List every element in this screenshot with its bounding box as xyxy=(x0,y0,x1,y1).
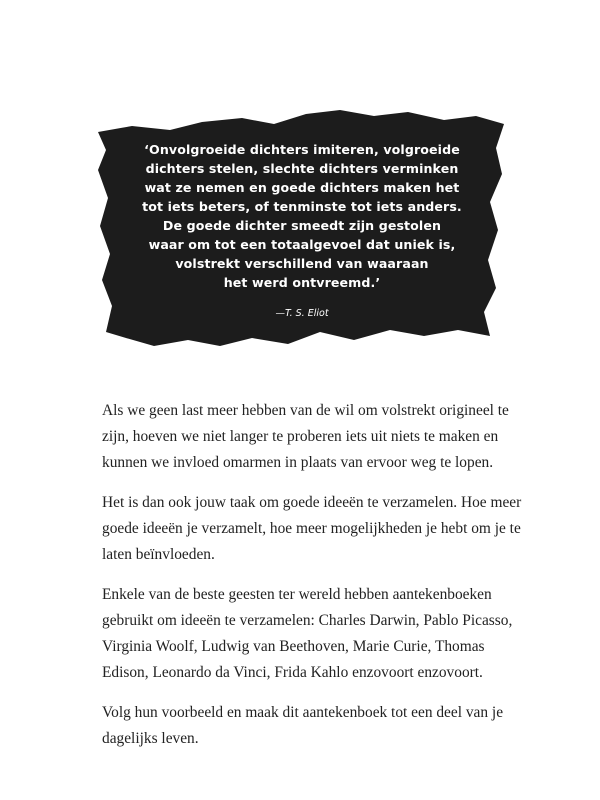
quote-line: dichters stelen, slechte dichters verminken xyxy=(145,161,459,176)
quote-line: volstrekt verschillend van waaraan xyxy=(175,256,429,271)
paragraph-line: dagelijks leven. xyxy=(102,730,199,747)
paragraph-line: zijn, hoeven we niet langer te proberen iets uit niets te maken en xyxy=(102,428,499,445)
quote-line: ‘Onvolgroeide dichters imiteren, volgroeide xyxy=(144,142,460,157)
paragraph-line: Als we geen last meer hebben van de wil om volstrekt origineel te xyxy=(102,402,509,419)
quote-line: tot iets beters, of tenminste tot iets anders. xyxy=(142,199,462,214)
paragraph xyxy=(102,490,522,568)
paragraph-line: Enkele van de beste geesten ter wereld hebben aantekenboeken xyxy=(102,586,492,603)
paragraph-line: Volg hun voorbeeld en maak dit aantekenboek tot een deel van je xyxy=(102,704,504,721)
quote-author: —T. S. Eliot xyxy=(275,308,329,319)
paragraph-line: Het is dan ook jouw taak om goede ideeën te verzamelen. Hoe meer xyxy=(102,494,522,511)
paragraph-line: gebruikt om ideeën te verzamelen: Charles Darwin, Pablo Picasso, xyxy=(102,612,513,629)
paragraph-line: kunnen we invloed omarmen in plaats van ervoor weg te lopen. xyxy=(102,454,494,471)
quote-line: het werd ontvreemd.’ xyxy=(223,275,381,290)
paragraph-line: Virginia Woolf, Ludwig van Beethoven, Marie Curie, Thomas xyxy=(102,638,485,655)
paragraph-line: goede ideeën je verzamelt, hoe meer mogelijkheden je hebt om je te xyxy=(102,520,521,537)
quote-line: wat ze nemen en goede dichters maken het xyxy=(144,180,460,195)
paragraph xyxy=(102,582,522,686)
paragraph xyxy=(102,700,522,752)
quote-block xyxy=(92,104,512,352)
body-text xyxy=(102,398,522,766)
quote-text xyxy=(92,140,512,292)
paragraph-line: laten beïnvloeden. xyxy=(102,546,215,563)
paragraph xyxy=(102,398,522,476)
quote-line: De goede dichter smeedt zijn gestolen xyxy=(162,218,442,233)
quote-line: waar om tot een totaalgevoel dat uniek is, xyxy=(148,237,456,252)
paragraph-line: Edison, Leonardo da Vinci, Frida Kahlo enzovoort enzovoort. xyxy=(102,664,483,681)
